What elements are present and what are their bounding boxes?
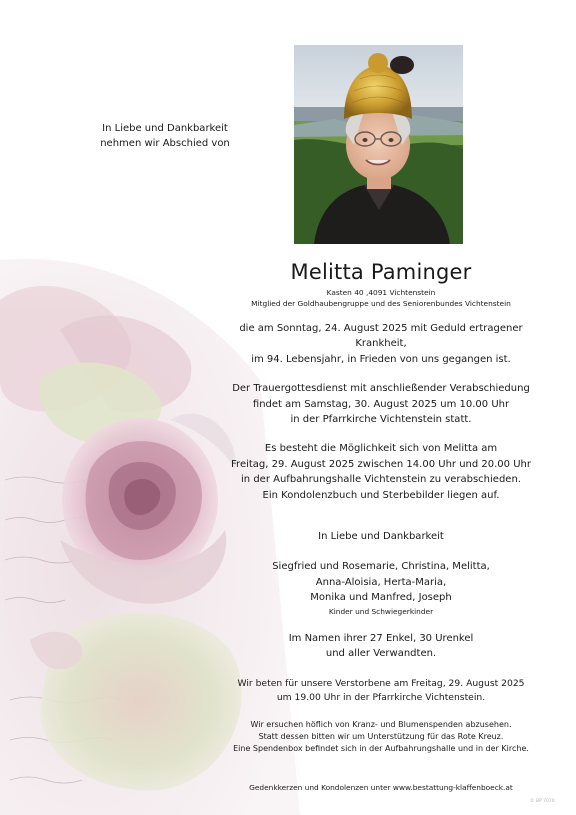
opening-line: nehmen wir Abschied von [100,138,230,149]
closing-greeting: In Liebe und Dankbarkeit [318,531,444,543]
text-line: Ein Kondolenzbuch und Sterbebilder liegen auf. [262,489,500,501]
text-line: Statt dessen bitten wir um Unterstützung für das Rote Kreuz. [258,731,504,741]
text-line: und aller Verwandten. [325,648,437,660]
obituary-text-column [222,258,540,755]
text-line: im 94. Lebensjahr, in Frieden von uns gegangen ist. [251,353,511,365]
text-line: Es besteht die Möglichkeit sich von Melitta am [264,443,498,455]
deceased-membership: Mitglied der Goldhaubengruppe und des Seniorenbundes Vichtenstein [251,299,511,308]
text-line: findet am Samstag, 30. August 2025 um 10.00 Uhr [252,398,510,410]
text-line: Freitag, 29. August 2025 zwischen 14.00 Uhr und 20.00 Uhr [231,458,531,470]
grandchildren-line [222,631,540,662]
image-credit: © BP 7070 [530,799,555,804]
opening-line: In Liebe und Dankbarkeit [102,123,228,134]
text-line: die am Sonntag, 24. August 2025 mit Geduld ertragener Krankheit, [239,323,523,350]
opening-phrase [70,121,260,151]
family-list [222,559,540,605]
deceased-name: Melitta Paminger [290,260,472,284]
portrait-photo [294,45,463,244]
text-line: Wir beten für unsere Verstorbene am Freitag, 29. August 2025 [237,677,525,689]
deceased-address: Kasten 40 ,4091 Vichtenstein [326,288,436,297]
text-line: Eine Spendenbox befindet sich in der Aufbahrungshalle und in der Kirche. [233,743,529,753]
text-line: in der Aufbahrungshalle Vichtenstein zu verabschieden. [241,474,521,486]
text-line: Wir ersuchen höflich von Kranz- und Blumenspenden abzusehen. [250,719,512,729]
text-line: um 19.00 Uhr in der Pfarrkirche Vichtenstein. [276,691,486,703]
family-role: Kinder und Schwiegerkinder [328,606,434,616]
viewing-info [222,441,540,503]
funeral-service-info [222,381,540,427]
portrait-illustration [294,45,463,244]
text-line: Siegfried und Rosemarie, Christina, Melitta, [272,561,490,573]
text-line: Im Namen ihrer 27 Enkel, 30 Urenkel [288,632,474,644]
text-line: Anna-Aloisia, Herta-Maria, [315,576,447,588]
text-line: Monika und Manfred, Joseph [310,592,452,604]
prayer-info [222,677,540,705]
text-line: in der Pfarrkirche Vichtenstein statt. [290,414,472,426]
condolence-footer: Gedenkkerzen und Kondolenzen unter www.bestattung-klaffenboeck.at [249,783,513,792]
death-notice [222,321,540,367]
text-line: Der Trauergottesdienst mit anschließender Verabschiedung [232,383,530,395]
donation-info [222,719,540,755]
